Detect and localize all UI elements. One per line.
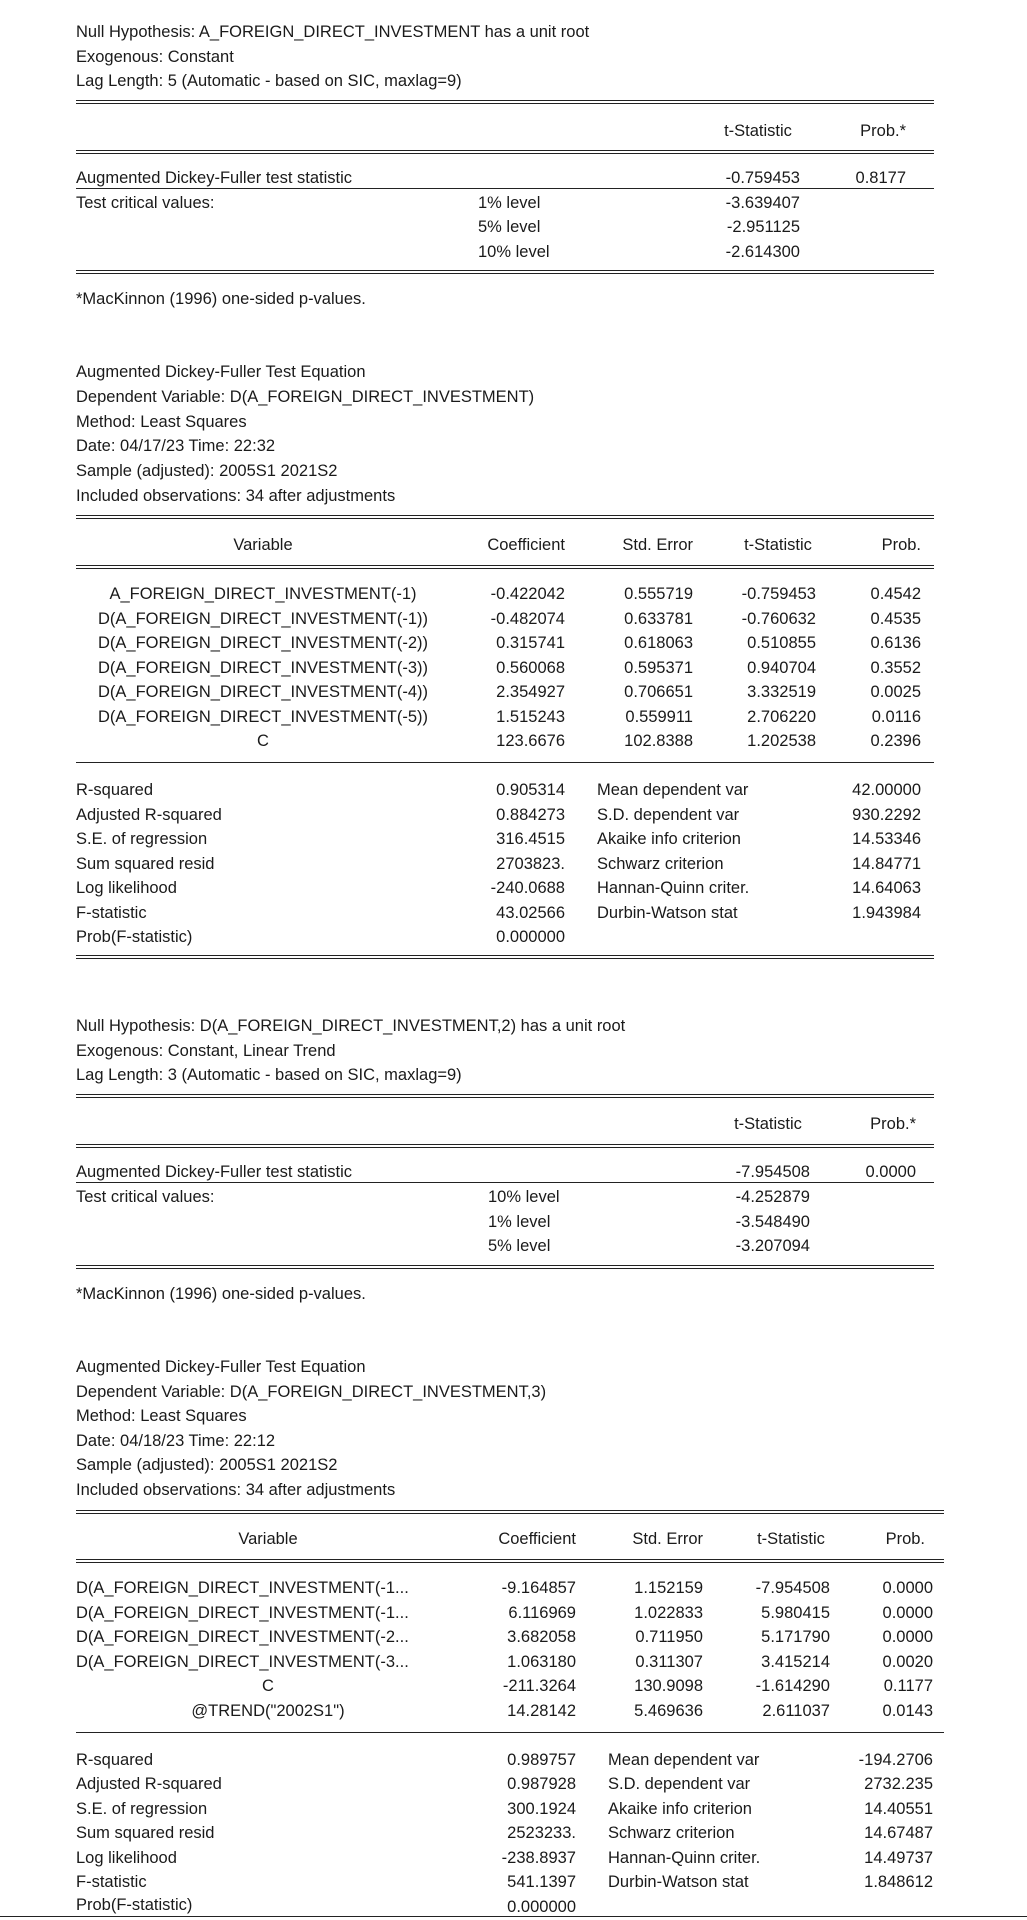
stat-value: 930.2292 [852,806,921,824]
stat-label: R-squared [76,781,154,799]
prob-value: 0.2396 [870,732,921,750]
coef-value: 1.515243 [496,708,565,726]
observations: Included observations: 34 after adjustments [76,487,396,505]
var-name: D(A_FOREIGN_DIRECT_INVESTMENT(-5)) [97,708,429,726]
prob-value: 0.0143 [882,1702,933,1720]
var-name: C [257,732,269,750]
stat-value: 2732.235 [864,1775,933,1793]
cv-value: -3.639407 [725,194,800,212]
stat-value: 300.1924 [507,1800,576,1818]
col-tstat-header: t-Statistic [744,536,812,554]
prob-value: 0.0025 [870,683,921,701]
cv-value: -3.548490 [735,1213,810,1231]
adf-stat-tstat: -7.954508 [735,1163,810,1181]
prob-value: 0.4542 [870,585,921,603]
stat-label: Adjusted R-squared [76,1775,222,1793]
tstat-value: 3.332519 [747,683,816,701]
mackinnon-note: *MacKinnon (1996) one-sided p-values. [76,290,366,308]
tstat-value: 1.202538 [747,732,816,750]
tstat-value: -0.759453 [741,585,816,603]
var-name: D(A_FOREIGN_DIRECT_INVESTMENT(-4)) [97,683,429,701]
col-variable-header: Variable [238,1530,298,1548]
cv-value: -2.614300 [725,243,800,261]
stat-label: Akaike info criterion [608,1800,752,1818]
table-rule-double [76,270,934,274]
stat-value: 14.84771 [852,855,921,873]
stat-value: 14.64063 [852,879,921,897]
stat-label: Sum squared resid [76,1824,215,1842]
prob-value: 0.0000 [882,1628,933,1646]
col-tstat-header: t-Statistic [724,122,792,140]
sample: Sample (adjusted): 2005S1 2021S2 [76,1456,338,1474]
stat-value: 0.905314 [496,781,565,799]
table-rule-double [76,1559,944,1563]
coef-value: -211.3264 [502,1677,576,1695]
stat-label: Mean dependent var [608,1751,760,1769]
table-rule-double [76,955,934,959]
adf-stat-prob: 0.0000 [865,1163,916,1181]
stat-label: S.D. dependent var [608,1775,751,1793]
stat-label: Log likelihood [76,879,177,897]
col-coefficient-header: Coefficient [487,536,565,554]
stat-label: Hannan-Quinn criter. [608,1849,761,1867]
stat-label: Durbin-Watson stat [608,1873,749,1891]
var-name: D(A_FOREIGN_DIRECT_INVESTMENT(-2)) [97,634,429,652]
stat-value: 1.848612 [864,1873,933,1891]
exogenous-line: Exogenous: Constant [76,48,234,66]
stat-label: Adjusted R-squared [76,806,222,824]
adf-stat-prob: 0.8177 [855,169,906,187]
cv-level: 10% level [478,243,550,261]
stat-value: 2523233. [507,1824,576,1842]
col-tstat-header: t-Statistic [757,1530,825,1548]
stat-value: 0.000000 [496,928,565,946]
stderr-value: 1.022833 [634,1604,703,1622]
method: Method: Least Squares [76,1407,247,1425]
equation-title: Augmented Dickey-Fuller Test Equation [76,363,366,381]
stat-value: 0.989757 [507,1751,576,1769]
stat-label: Sum squared resid [76,855,215,873]
prob-value: 0.6136 [870,634,921,652]
table-rule [76,1182,934,1183]
coef-value: 3.682058 [507,1628,576,1646]
table-rule-double [76,1094,934,1098]
stderr-value: 0.555719 [624,585,693,603]
cv-level: 5% level [488,1237,551,1255]
sample: Sample (adjusted): 2005S1 2021S2 [76,462,338,480]
page-bottom-rule [0,1916,1027,1917]
stat-value: 43.02566 [496,904,565,922]
tstat-value: 0.940704 [747,659,816,677]
stat-value: 14.67487 [864,1824,933,1842]
stat-value: 0.884273 [496,806,565,824]
table-rule-double [76,100,934,104]
stat-label: Durbin-Watson stat [597,904,738,922]
var-name: D(A_FOREIGN_DIRECT_INVESTMENT(-1)) [97,610,429,628]
tstat-value: 5.171790 [761,1628,830,1646]
var-name: D(A_FOREIGN_DIRECT_INVESTMENT(-3)) [97,659,429,677]
stat-value: 1.943984 [852,904,921,922]
stderr-value: 0.706651 [624,683,693,701]
stat-value: 2703823. [496,855,565,873]
lag-length-line: Lag Length: 5 (Automatic - based on SIC, maxlag=9) [76,72,462,90]
col-prob-header: Prob.* [860,122,906,140]
stat-label: Schwarz criterion [608,1824,735,1842]
stat-value: -194.2706 [858,1751,933,1769]
stderr-value: 0.711950 [635,1628,703,1646]
coef-value: 0.560068 [496,659,565,677]
tstat-value: 0.510855 [747,634,816,652]
table-rule [76,762,934,763]
table-rule-double [76,515,934,519]
null-hypothesis-line: Null Hypothesis: D(A_FOREIGN_DIRECT_INVESTMENT,2) has a unit root [76,1017,626,1035]
stderr-value: 0.311307 [635,1653,703,1671]
tstat-value: -0.760632 [741,610,816,628]
equation-title: Augmented Dickey-Fuller Test Equation [76,1358,366,1376]
cv-level: 1% level [488,1213,551,1231]
cv-value: -4.252879 [735,1188,810,1206]
tstat-value: 2.611037 [762,1702,830,1720]
var-name: A_FOREIGN_DIRECT_INVESTMENT(-1) [109,585,417,603]
coef-value: 0.315741 [496,634,565,652]
method: Method: Least Squares [76,413,247,431]
dependent-variable: Dependent Variable: D(A_FOREIGN_DIRECT_INVESTMENT,3) [76,1383,547,1401]
col-stderr-header: Std. Error [632,1530,703,1548]
table-rule [76,1732,944,1733]
var-name: D(A_FOREIGN_DIRECT_INVESTMENT(-1... [76,1604,409,1622]
col-prob-header: Prob. [881,536,921,554]
prob-value: 0.0000 [882,1579,933,1597]
stat-value: 14.40551 [864,1800,933,1818]
table-rule-double [76,1144,934,1148]
table-rule-double [76,565,934,569]
var-name: D(A_FOREIGN_DIRECT_INVESTMENT(-1... [76,1579,409,1597]
stat-label: Log likelihood [76,1849,177,1867]
col-variable-header: Variable [233,536,293,554]
tstat-value: 3.415214 [761,1653,830,1671]
var-name: D(A_FOREIGN_DIRECT_INVESTMENT(-3... [76,1653,409,1671]
stderr-value: 1.152159 [634,1579,703,1597]
col-prob-header: Prob.* [870,1115,916,1133]
stat-label: Schwarz criterion [597,855,724,873]
stat-value: 42.00000 [852,781,921,799]
stderr-value: 0.595371 [624,659,693,677]
prob-value: 0.0020 [882,1653,933,1671]
cv-level: 10% level [488,1188,560,1206]
stat-label: S.E. of regression [76,830,208,848]
mackinnon-note: *MacKinnon (1996) one-sided p-values. [76,1285,366,1303]
stderr-value: 102.8388 [624,732,693,750]
stat-label: S.E. of regression [76,1800,208,1818]
critical-values-label: Test critical values: [76,194,215,212]
prob-value: 0.3552 [870,659,921,677]
coef-value: 1.063180 [507,1653,576,1671]
lag-length-line: Lag Length: 3 (Automatic - based on SIC, maxlag=9) [76,1066,462,1084]
prob-value: 0.0000 [882,1604,933,1622]
cv-value: -3.207094 [735,1237,810,1255]
stat-label: S.D. dependent var [597,806,740,824]
col-prob-header: Prob. [885,1530,925,1548]
exogenous-line: Exogenous: Constant, Linear Trend [76,1042,336,1060]
tstat-value: 5.980415 [761,1604,830,1622]
table-rule-double [76,1510,944,1514]
stat-label: F-statistic [76,904,147,922]
tstat-value: -7.954508 [755,1579,830,1597]
coef-value: -9.164857 [501,1579,576,1597]
stat-label: Prob(F-statistic) [76,1896,193,1914]
critical-values-label: Test critical values: [76,1188,215,1206]
stderr-value: 0.633781 [624,610,693,628]
adf-stat-label: Augmented Dickey-Fuller test statistic [76,169,353,187]
tstat-value: 2.706220 [747,708,816,726]
date-time: Date: 04/18/23 Time: 22:12 [76,1432,276,1450]
prob-value: 0.0116 [871,708,921,726]
stat-label: R-squared [76,1751,154,1769]
stat-label: Hannan-Quinn criter. [597,879,750,897]
table-rule-double [76,1265,934,1269]
stat-value: 14.49737 [864,1849,933,1867]
col-stderr-header: Std. Error [622,536,693,554]
coef-value: 123.6676 [496,732,565,750]
prob-value: 0.1177 [883,1677,933,1695]
prob-value: 0.4535 [870,610,921,628]
tstat-value: -1.614290 [755,1677,830,1695]
var-name: C [262,1677,274,1695]
var-name: @TREND("2002S1") [191,1702,345,1720]
dependent-variable: Dependent Variable: D(A_FOREIGN_DIRECT_INVESTMENT) [76,388,535,406]
stat-label: Akaike info criterion [597,830,741,848]
cv-level: 1% level [478,194,541,212]
null-hypothesis-line: Null Hypothesis: A_FOREIGN_DIRECT_INVESTMENT has a unit root [76,23,590,41]
stat-value: 316.4515 [496,830,565,848]
cv-level: 5% level [478,218,541,236]
stderr-value: 0.559911 [625,708,693,726]
table-rule [76,188,934,189]
stderr-value: 5.469636 [634,1702,703,1720]
stat-value: 14.53346 [852,830,921,848]
coef-value: -0.482074 [490,610,565,628]
stat-value: -240.0688 [490,879,565,897]
adf-stat-label: Augmented Dickey-Fuller test statistic [76,1163,353,1181]
coef-value: -0.422042 [490,585,565,603]
stat-label: Prob(F-statistic) [76,928,193,946]
stat-value: -238.8937 [501,1849,576,1867]
coef-value: 6.116969 [508,1604,576,1622]
stat-label: F-statistic [76,1873,147,1891]
coef-value: 2.354927 [496,683,565,701]
var-name: D(A_FOREIGN_DIRECT_INVESTMENT(-2... [76,1628,409,1646]
cv-value: -2.951125 [726,218,800,236]
stderr-value: 130.9098 [634,1677,703,1695]
stderr-value: 0.618063 [624,634,693,652]
adf-stat-tstat: -0.759453 [725,169,800,187]
stat-value: 0.987928 [507,1775,576,1793]
stat-label: Mean dependent var [597,781,749,799]
stat-value: 541.1397 [507,1873,576,1891]
col-coefficient-header: Coefficient [498,1530,576,1548]
table-rule-double [76,150,934,154]
observations: Included observations: 34 after adjustments [76,1481,396,1499]
col-tstat-header: t-Statistic [734,1115,802,1133]
coef-value: 14.28142 [507,1702,576,1720]
stat-value: 0.000000 [507,1898,576,1916]
date-time: Date: 04/17/23 Time: 22:32 [76,437,276,455]
